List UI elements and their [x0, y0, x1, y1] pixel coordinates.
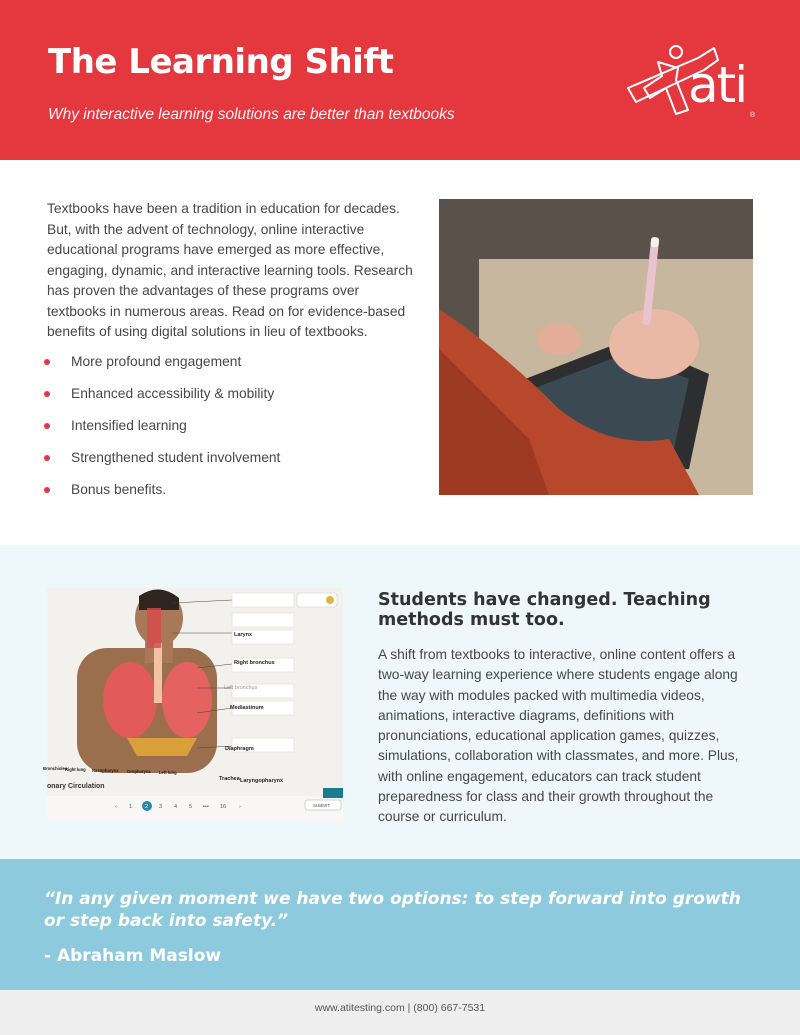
intro-paragraph: Textbooks have been a tradition in education for decades. But, with the advent of technology, online interactive educational programs have emerged as more effective, engaging, dynamic, and interactive learning tools. Research has proven the advantages of these programs over textbooks in numerous areas. Read on for evidence-based benefits of using digital solutions in lieu of textbooks. [47, 201, 413, 339]
list-item-text: Intensified learning [71, 418, 187, 433]
bullet-dot-icon [44, 359, 50, 365]
ati-logo-text: ati [688, 56, 747, 114]
list-item-text: Strengthened student involvement [71, 450, 281, 465]
pager-item: 16 [220, 804, 227, 810]
footer-contact[interactable]: www.atitesting.com | (800) 667-7531 [314, 1002, 486, 1014]
diagram-bottom-label: Oropharynx [127, 769, 151, 774]
diagram-bottom-label: Left lung [159, 770, 177, 775]
bullet-dot-icon [44, 487, 50, 493]
diagram-bottom-label: Nasopharynx [92, 768, 119, 773]
list-item [44, 384, 280, 416]
pager-item: 2 [145, 804, 149, 810]
diagram-label: Left bronchus [224, 685, 258, 691]
diagram-label: Laryngopharynx [240, 778, 284, 784]
diagram-bottom-label: Right lung [65, 767, 86, 772]
list-item [44, 480, 280, 512]
diagram-label: Trachea [219, 776, 240, 782]
diagram-label: Larynx [234, 632, 253, 638]
diagram-bottom-label: Bronchioles [43, 766, 68, 771]
pager-item: 4 [174, 804, 178, 810]
list-item [44, 448, 280, 480]
registered-mark: ® [750, 112, 756, 119]
diagram-label: Diaphragm [225, 746, 254, 752]
anatomy-diagram-photo [43, 588, 343, 821]
list-item-text: Enhanced accessibility & mobility [71, 386, 275, 401]
pager-item: ••• [203, 804, 209, 810]
list-item-text: More profound engagement [71, 354, 242, 369]
diagram-caption: onary Circulation [47, 783, 105, 790]
page-title: The Learning Shift [48, 42, 394, 82]
page-subtitle: Why interactive learning solutions are better than textbooks [48, 106, 455, 123]
bullet-dot-icon [44, 423, 50, 429]
quote-text: “In any given moment we have two options: to step forward into growth or step back into safety.” [44, 889, 741, 931]
pager-prev: ‹ [115, 804, 117, 810]
student-tablet-photo [439, 199, 753, 495]
diagram-label: Right bronchus [234, 660, 275, 666]
pager-item: 5 [189, 804, 193, 810]
list-item [44, 352, 280, 384]
section-heading: Students have changed. Teaching methods must too. [378, 590, 711, 630]
pager-item: 3 [159, 804, 163, 810]
submit-label: SUBMIT [313, 803, 331, 808]
benefit-list [44, 352, 280, 512]
bullet-dot-icon [44, 391, 50, 397]
pager-item: 1 [129, 804, 133, 810]
bullet-dot-icon [44, 455, 50, 461]
list-item [44, 416, 280, 448]
quote-author: - Abraham Maslow [44, 946, 222, 966]
list-item-text: Bonus benefits. [71, 482, 167, 497]
section-paragraph: A shift from textbooks to interactive, online content offers a two-way learning experience where students engage along the way with modules packed with multimedia videos, animations, interactive diagrams, definitions with pronunciations, educational application games, quizzes, simulations, collaboration with classmates, and more. Plus, with online engagement, educators can track student preparedness for class and their growth throughout the course or curriculum. [378, 647, 739, 825]
diagram-label: Mediastinum [230, 705, 264, 711]
pager-next: › [239, 804, 241, 810]
